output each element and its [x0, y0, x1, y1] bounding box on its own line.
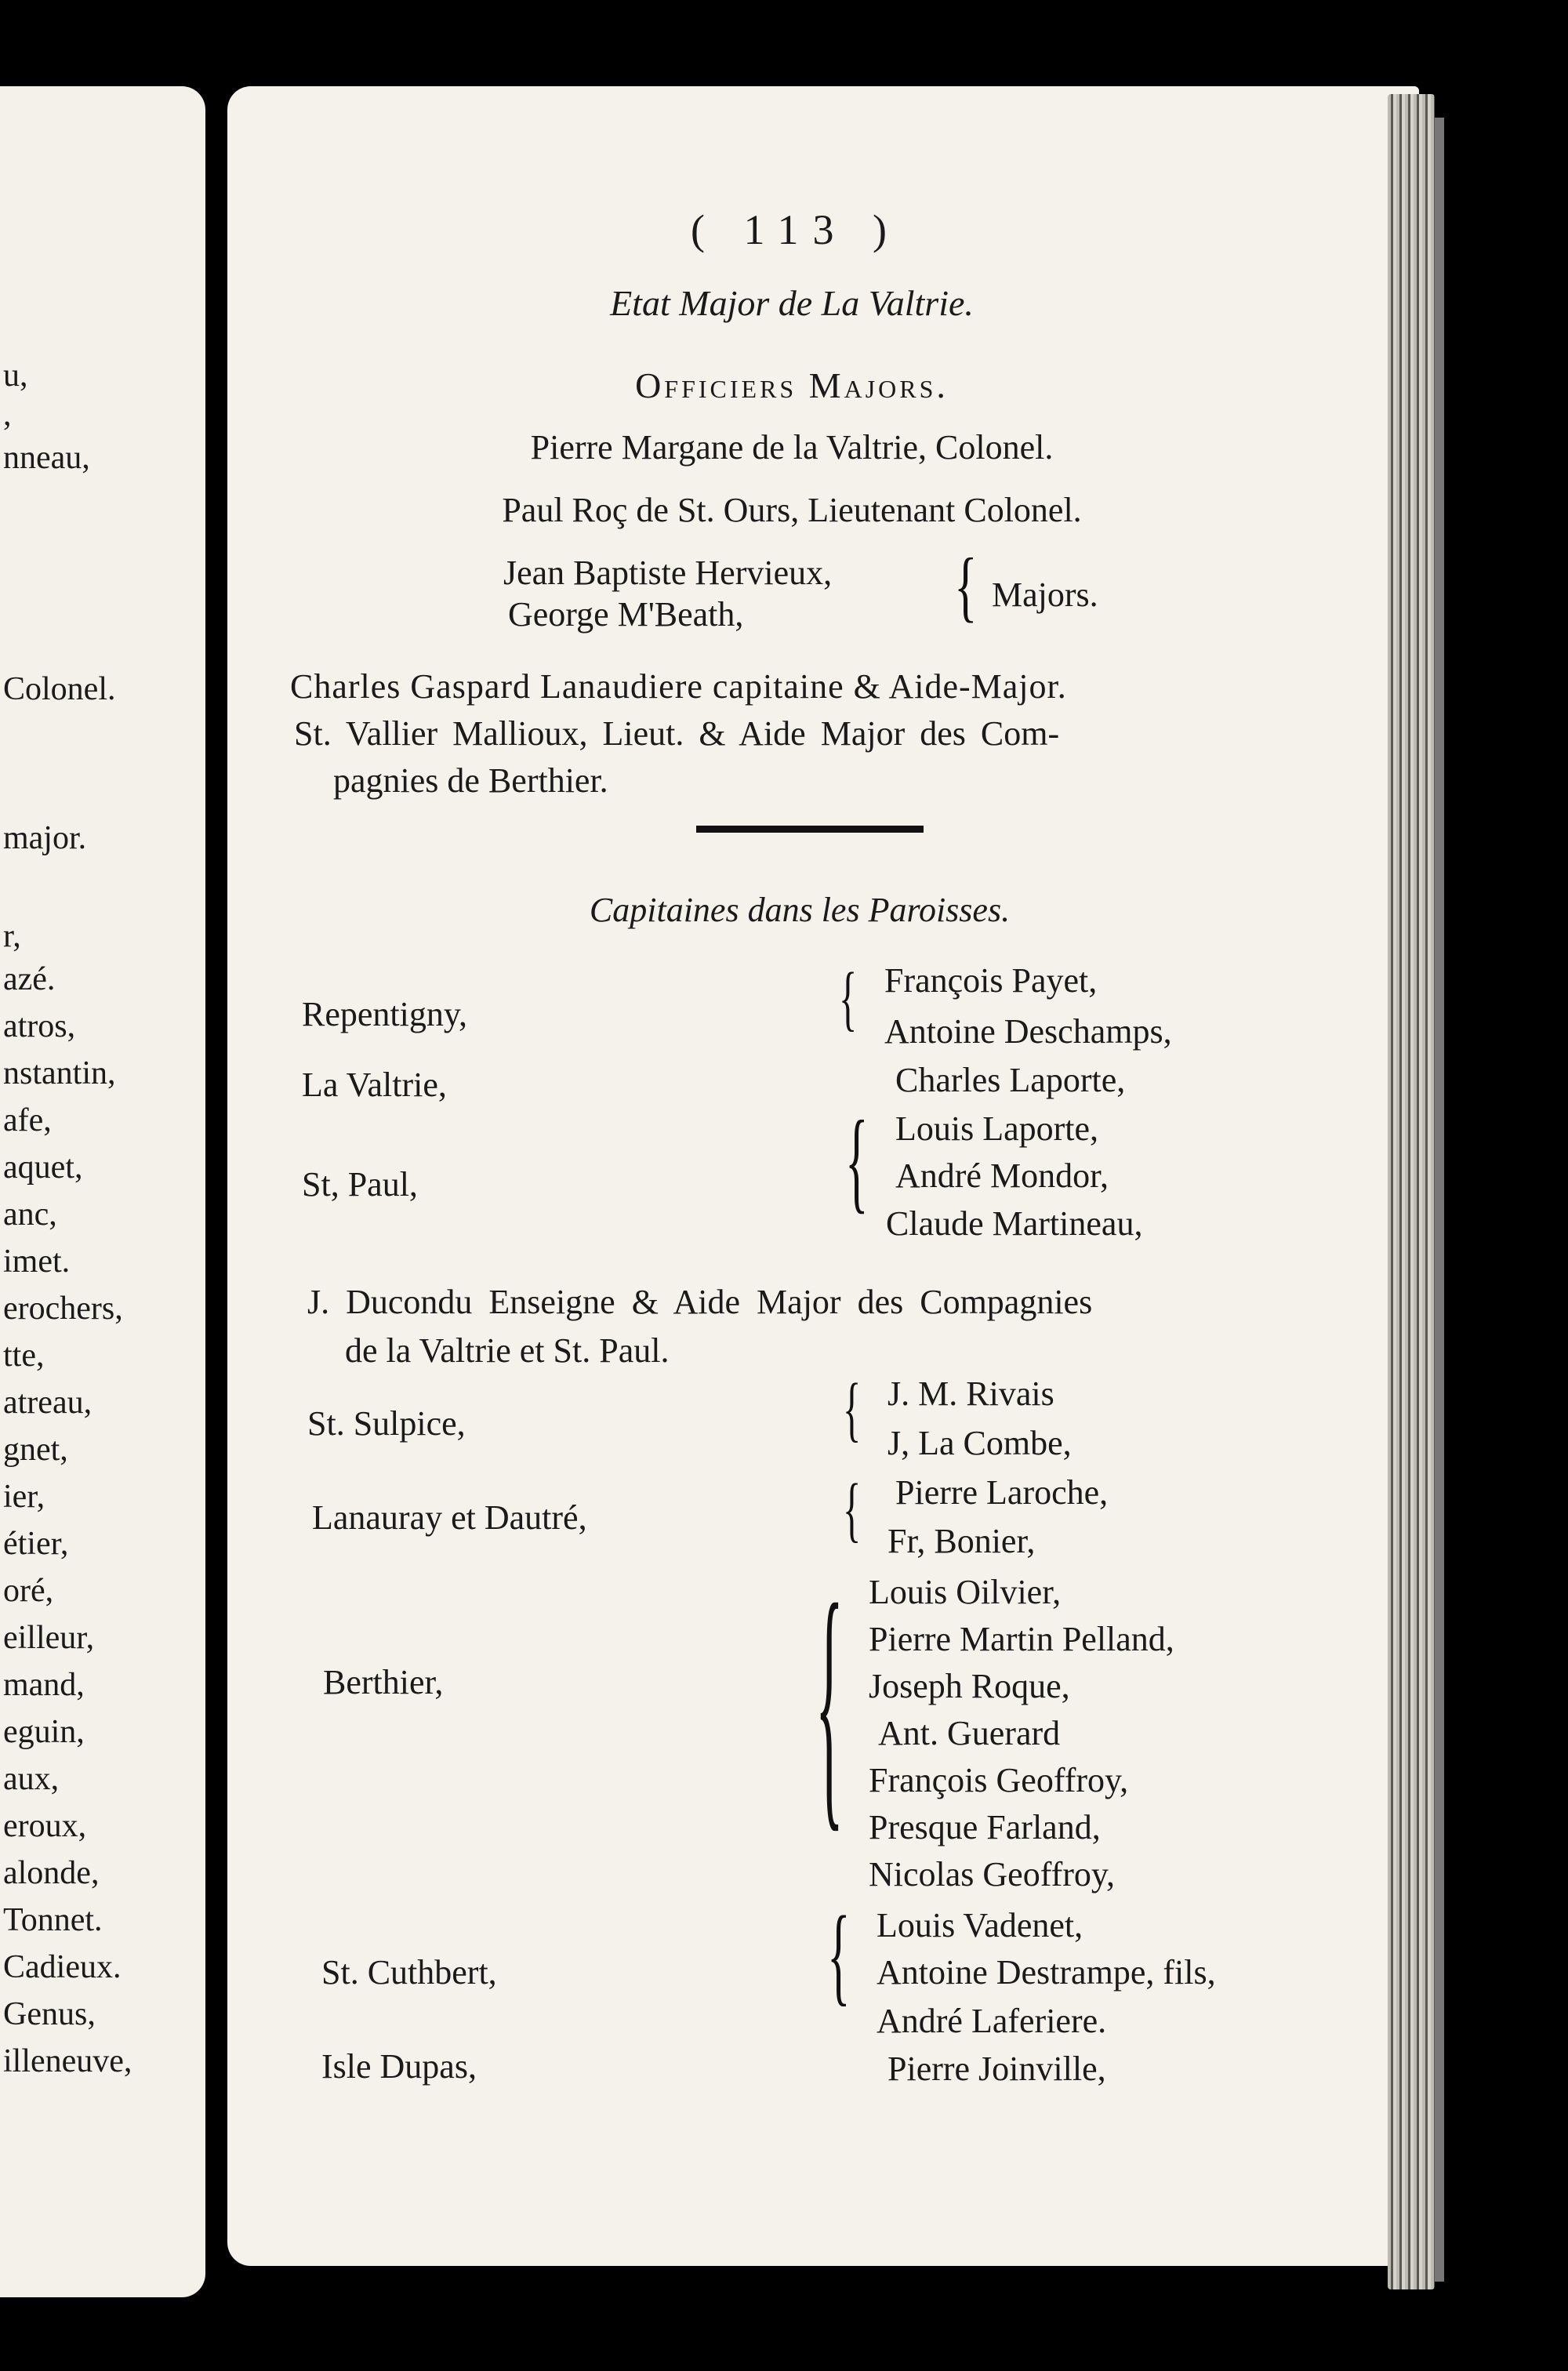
facing-line: eroux,: [3, 1808, 87, 1844]
parish-name: Repentigny,: [302, 995, 467, 1033]
facing-line: ier,: [3, 1479, 45, 1515]
captain-name: Louis Oilvier,: [869, 1573, 1062, 1611]
brace: {: [839, 958, 858, 1039]
captain-name: Pierre Martin Pelland,: [869, 1620, 1174, 1658]
major-name: George M'Beath,: [508, 595, 744, 634]
facing-line: ,: [3, 397, 12, 433]
majors-label: Majors.: [992, 576, 1098, 614]
captain-name: Ant. Guerard: [878, 1714, 1061, 1752]
facing-line: r,: [3, 918, 21, 954]
capitaines-heading: Capitaines dans les Paroisses.: [589, 891, 1011, 929]
facing-page: [0, 86, 205, 2297]
captain-name: Presque Farland,: [869, 1808, 1101, 1846]
colonel-line: Pierre Margane de la Valtrie, Colonel.: [530, 428, 1054, 467]
captain-name: Louis Laporte,: [895, 1109, 1099, 1148]
parish-name: Isle Dupas,: [321, 2047, 477, 2086]
parish-name: St. Cuthbert,: [321, 1953, 497, 1992]
captain-name: Antoine Deschamps,: [884, 1012, 1172, 1051]
facing-line: azé.: [3, 961, 56, 997]
facing-line: eilleur,: [3, 1620, 95, 1656]
book-gutter: [205, 63, 227, 2305]
captain-name: Joseph Roque,: [869, 1667, 1070, 1705]
page-edge-shadow: [1435, 118, 1444, 2282]
parish-name: Berthier,: [323, 1663, 444, 1701]
captain-name: Antoine Destrampe, fils,: [877, 1953, 1216, 1992]
facing-line: anc,: [3, 1196, 57, 1233]
parish-name: St. Sulpice,: [307, 1404, 466, 1443]
facing-line: nstantin,: [3, 1055, 116, 1091]
parish-name: St, Paul,: [302, 1165, 418, 1204]
facing-line: gnet,: [3, 1432, 68, 1468]
captain-name: Fr, Bonier,: [887, 1522, 1036, 1560]
facing-line: u,: [3, 358, 28, 394]
captain-name: Nicolas Geoffroy,: [869, 1855, 1116, 1894]
parish-name: Lanauray et Dautré,: [312, 1498, 587, 1537]
facing-line: atros,: [3, 1008, 76, 1044]
brace: {: [845, 1098, 869, 1225]
facing-line: alonde,: [3, 1855, 100, 1891]
facing-line: erochers,: [3, 1291, 123, 1327]
brace: {: [815, 1552, 844, 1857]
facing-line: Colonel.: [3, 671, 116, 707]
facing-line: aquet,: [3, 1149, 83, 1186]
facing-line: eguin,: [3, 1714, 85, 1750]
major-name: Jean Baptiste Hervieux,: [503, 554, 833, 592]
captain-name: J. M. Rivais: [887, 1374, 1054, 1413]
facing-line: étier,: [3, 1526, 69, 1562]
brace: {: [827, 1895, 851, 2017]
aide-major-line: Charles Gaspard Lanaudiere capitaine & Aide-Major.: [290, 667, 1067, 706]
section-heading: Officiers Majors.: [635, 365, 949, 405]
page-edges: [1388, 94, 1435, 2289]
aide-major-line: St. Vallier Mallioux, Lieut. & Aide Major des Com-: [294, 714, 1060, 753]
aide-major-line: pagnies de Berthier.: [333, 761, 608, 800]
ensign-line: J. Ducondu Enseigne & Aide Major des Compagnies: [307, 1283, 1093, 1321]
parish-name: La Valtrie,: [302, 1066, 447, 1104]
facing-line: illeneuve,: [3, 2043, 132, 2079]
captain-name: François Payet,: [884, 961, 1098, 1000]
facing-line: imet.: [3, 1244, 71, 1280]
captain-name: Louis Vadenet,: [877, 1906, 1083, 1944]
ensign-line: de la Valtrie et St. Paul.: [345, 1331, 670, 1370]
captain-name: André Laferiere.: [877, 2002, 1107, 2040]
captain-name: Pierre Laroche,: [895, 1473, 1109, 1512]
captain-name: J, La Combe,: [887, 1424, 1072, 1462]
section-divider: [696, 826, 924, 833]
captain-name: François Geoffroy,: [869, 1761, 1129, 1799]
facing-line: tte,: [3, 1338, 45, 1374]
facing-line: atreau,: [3, 1385, 93, 1421]
captain-name: André Mondor,: [895, 1156, 1109, 1195]
brace: {: [843, 1469, 862, 1550]
captain-name: Claude Martineau,: [886, 1204, 1143, 1243]
facing-line: Cadieux.: [3, 1949, 122, 1985]
brace-majors: {: [954, 543, 978, 630]
facing-line: mand,: [3, 1667, 85, 1703]
facing-line: major.: [3, 820, 87, 856]
page-number: ( 113 ): [691, 206, 901, 253]
page-title: Etat Major de La Valtrie.: [610, 283, 974, 323]
facing-line: afe,: [3, 1102, 52, 1138]
facing-line: aux,: [3, 1761, 60, 1797]
facing-line: oré,: [3, 1573, 54, 1609]
facing-line: Genus,: [3, 1996, 96, 2032]
brace: {: [843, 1369, 862, 1450]
facing-line: nneau,: [3, 440, 90, 476]
facing-line: Tonnet.: [3, 1902, 103, 1938]
captain-name: Charles Laporte,: [895, 1061, 1126, 1099]
lt-colonel-line: Paul Roç de St. Ours, Lieutenant Colonel.: [502, 491, 1082, 529]
captain-name: Pierre Joinville,: [887, 2050, 1106, 2088]
